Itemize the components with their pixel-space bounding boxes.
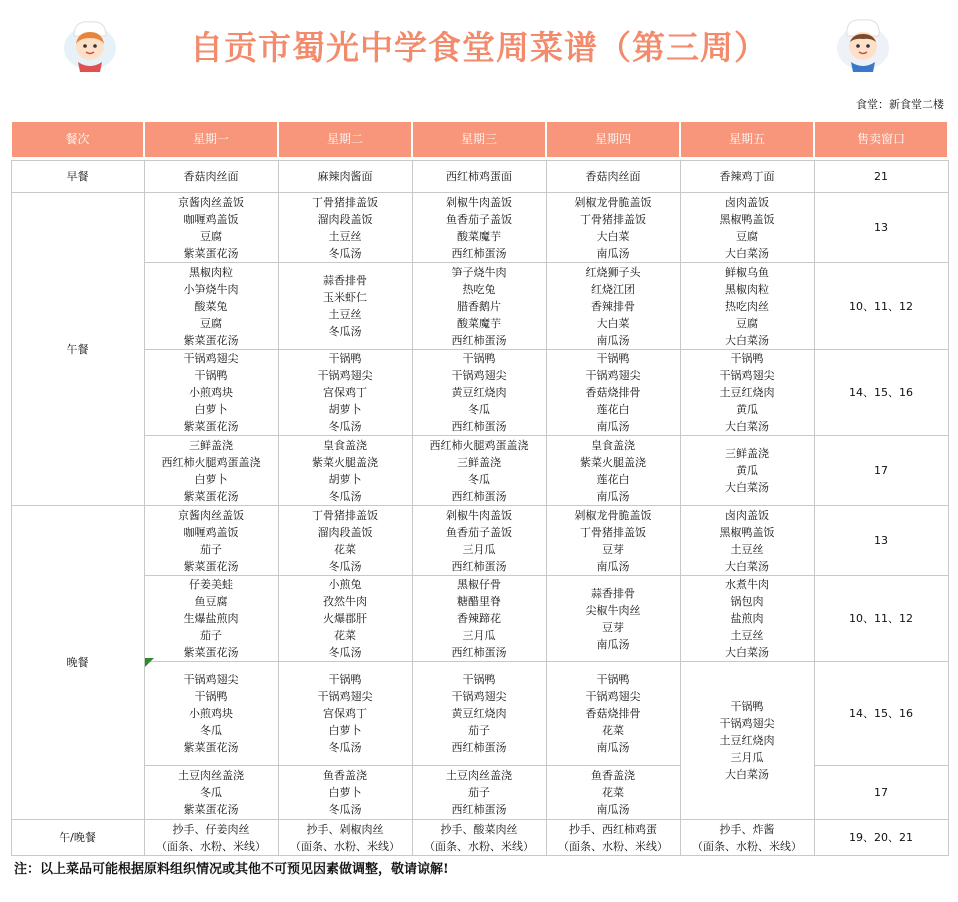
menu-cell: 黑椒仔骨 糖醋里脊 香辣蹄花 三月瓜 西红柿蛋汤 [412,576,546,662]
lunch-row [11,436,948,506]
menu-cell: 土豆肉丝盖浇 茄子 西红柿蛋汤 [412,766,546,820]
menu-cell: 水煮牛肉 锅包肉 盐煎肉 土豆丝 大白菜汤 [680,576,814,662]
menu-cell: 干锅鸭 干锅鸡翅尖 香菇烧排骨 花菜 南瓜汤 [546,662,680,766]
late-meal-row [11,820,948,856]
dinner-row [11,506,948,576]
menu-cell: 干锅鸭 干锅鸡翅尖 土豆红烧肉 三月瓜 大白菜汤 [680,662,814,820]
menu-cell: 剁椒龙骨脆盖饭 丁骨猪排盖饭 豆芽 南瓜汤 [546,506,680,576]
menu-cell: 香菇肉丝面 [546,161,680,193]
menu-cell: 卤肉盖饭 黑椒鸭盖饭 豆腐 大白菜汤 [680,193,814,263]
meal-label-late: 午/晚餐 [11,820,144,856]
dinner-row [11,662,948,766]
comment-marker-icon [145,658,154,667]
header-thursday: 星期四 [546,121,680,158]
menu-cell: 香辣鸡丁面 [680,161,814,193]
menu-cell: 干锅鸭 干锅鸡翅尖 土豆红烧肉 黄瓜 大白菜汤 [680,350,814,436]
lunch-row [11,350,948,436]
menu-cell: 抄手、西红柿鸡蛋 （面条、水粉、米线） [546,820,680,856]
menu-cell: 丁骨猪排盖饭 溜肉段盖饭 土豆丝 冬瓜汤 [278,193,412,263]
menu-cell: 笋子烧牛肉 热吃兔 腊香鹅片 酸菜魔芋 西红柿蛋汤 [412,263,546,350]
page-title: 自贡市蜀光中学食堂周菜谱（第三周） [190,28,768,67]
menu-cell: 西红柿火腿鸡蛋盖浇 三鲜盖浇 冬瓜 西红柿蛋汤 [412,436,546,506]
menu-cell: 剁椒牛肉盖饭 鱼香茄子盖饭 三月瓜 西红柿蛋汤 [412,506,546,576]
dinner-row [11,576,948,662]
menu-cell: 蒜香排骨 玉米虾仁 土豆丝 冬瓜汤 [278,263,412,350]
menu-cell: 鲜椒乌鱼 黑椒肉粒 热吃肉丝 豆腐 大白菜汤 [680,263,814,350]
lunch-row [11,193,948,263]
meal-label-dinner: 晚餐 [11,506,144,820]
menu-cell: 卤肉盖饭 黑椒鸭盖饭 土豆丝 大白菜汤 [680,506,814,576]
menu-cell: 京酱肉丝盖饭 咖喱鸡盖饭 豆腐 紫菜蛋花汤 [144,193,278,263]
menu-cell: 土豆肉丝盖浇 冬瓜 紫菜蛋花汤 [144,766,278,820]
header-tuesday: 星期二 [278,121,412,158]
window-cell: 14、15、16 [814,350,948,436]
menu-cell: 抄手、酸菜肉丝 （面条、水粉、米线） [412,820,546,856]
menu-cell: 鱼香盖浇 白萝卜 冬瓜汤 [278,766,412,820]
header-meal: 餐次 [11,121,144,158]
window-cell: 10、11、12 [814,263,948,350]
menu-cell: 干锅鸭 干锅鸡翅尖 香菇烧排骨 莲花白 南瓜汤 [546,350,680,436]
canteen-label: 食堂：新食堂二楼 [856,98,944,111]
menu-cell: 香菇肉丝面 [144,161,278,193]
menu-cell: 黑椒肉粒 小笋烧牛肉 酸菜兔 豆腐 紫菜蛋花汤 [144,263,278,350]
menu-cell: 剁椒龙骨脆盖饭 丁骨猪排盖饭 大白菜 南瓜汤 [546,193,680,263]
window-cell: 13 [814,506,948,576]
menu-cell: 干锅鸡翅尖 干锅鸭 小煎鸡块 白萝卜 紫菜蛋花汤 [144,350,278,436]
menu-cell: 抄手、仔姜肉丝 （面条、水粉、米线） [144,820,278,856]
header-wednesday: 星期三 [412,121,546,158]
menu-cell: 干锅鸭 干锅鸡翅尖 黄豆红烧肉 冬瓜 西红柿蛋汤 [412,350,546,436]
menu-cell: 剁椒牛肉盖饭 鱼香茄子盖饭 酸菜魔芋 西红柿蛋汤 [412,193,546,263]
window-cell: 17 [814,766,948,820]
menu-cell: 红烧狮子头 红烧江团 香辣排骨 大白菜 南瓜汤 [546,263,680,350]
menu-cell: 西红柿鸡蛋面 [412,161,546,193]
table-header-row [11,121,948,158]
lunch-row [11,263,948,350]
window-cell: 13 [814,193,948,263]
window-cell: 19、20、21 [814,820,948,856]
window-cell: 14、15、16 [814,662,948,766]
header-window: 售卖窗口 [814,121,948,158]
menu-cell: 小煎兔 孜然牛肉 火爆郡肝 花菜 冬瓜汤 [278,576,412,662]
menu-cell: 三鲜盖浇 黄瓜 大白菜汤 [680,436,814,506]
header-friday: 星期五 [680,121,814,158]
menu-cell: 干锅鸭 干锅鸡翅尖 宫保鸡丁 胡萝卜 冬瓜汤 [278,350,412,436]
menu-cell: 京酱肉丝盖饭 咖喱鸡盖饭 茄子 紫菜蛋花汤 [144,506,278,576]
menu-cell: 麻辣肉酱面 [278,161,412,193]
menu-cell: 三鲜盖浇 西红柿火腿鸡蛋盖浇 白萝卜 紫菜蛋花汤 [144,436,278,506]
window-cell: 10、11、12 [814,576,948,662]
menu-cell: 抄手、剁椒肉丝 （面条、水粉、米线） [278,820,412,856]
menu-cell: 仔姜美蛙 鱼豆腐 生爆盐煎肉 茄子 紫菜蛋花汤 [144,576,278,662]
breakfast-row [11,161,948,193]
menu-cell: 干锅鸭 干锅鸡翅尖 宫保鸡丁 白萝卜 冬瓜汤 [278,662,412,766]
menu-cell: 皇食盖浇 紫菜火腿盖浇 莲花白 南瓜汤 [546,436,680,506]
header-monday: 星期一 [144,121,278,158]
weekly-menu-table [10,120,949,856]
menu-cell: 鱼香盖浇 花菜 南瓜汤 [546,766,680,820]
chef-boy-icon [833,14,893,74]
footer-note: 注：以上菜品可能根据原料组织情况或其他不可预见因素做调整，敬请谅解! [14,862,449,877]
window-cell: 17 [814,436,948,506]
menu-cell: 干锅鸡翅尖 干锅鸭 小煎鸡块 冬瓜 紫菜蛋花汤 [144,662,278,766]
window-cell: 21 [814,161,948,193]
menu-cell: 干锅鸭 干锅鸡翅尖 黄豆红烧肉 茄子 西红柿蛋汤 [412,662,546,766]
meal-label-breakfast: 早餐 [11,161,144,193]
meal-label-lunch: 午餐 [11,193,144,506]
menu-cell: 丁骨猪排盖饭 溜肉段盖饭 花菜 冬瓜汤 [278,506,412,576]
menu-cell: 皇食盖浇 紫菜火腿盖浇 胡萝卜 冬瓜汤 [278,436,412,506]
menu-cell: 抄手、炸酱 （面条、水粉、米线） [680,820,814,856]
menu-cell: 蒜香排骨 尖椒牛肉丝 豆芽 南瓜汤 [546,576,680,662]
